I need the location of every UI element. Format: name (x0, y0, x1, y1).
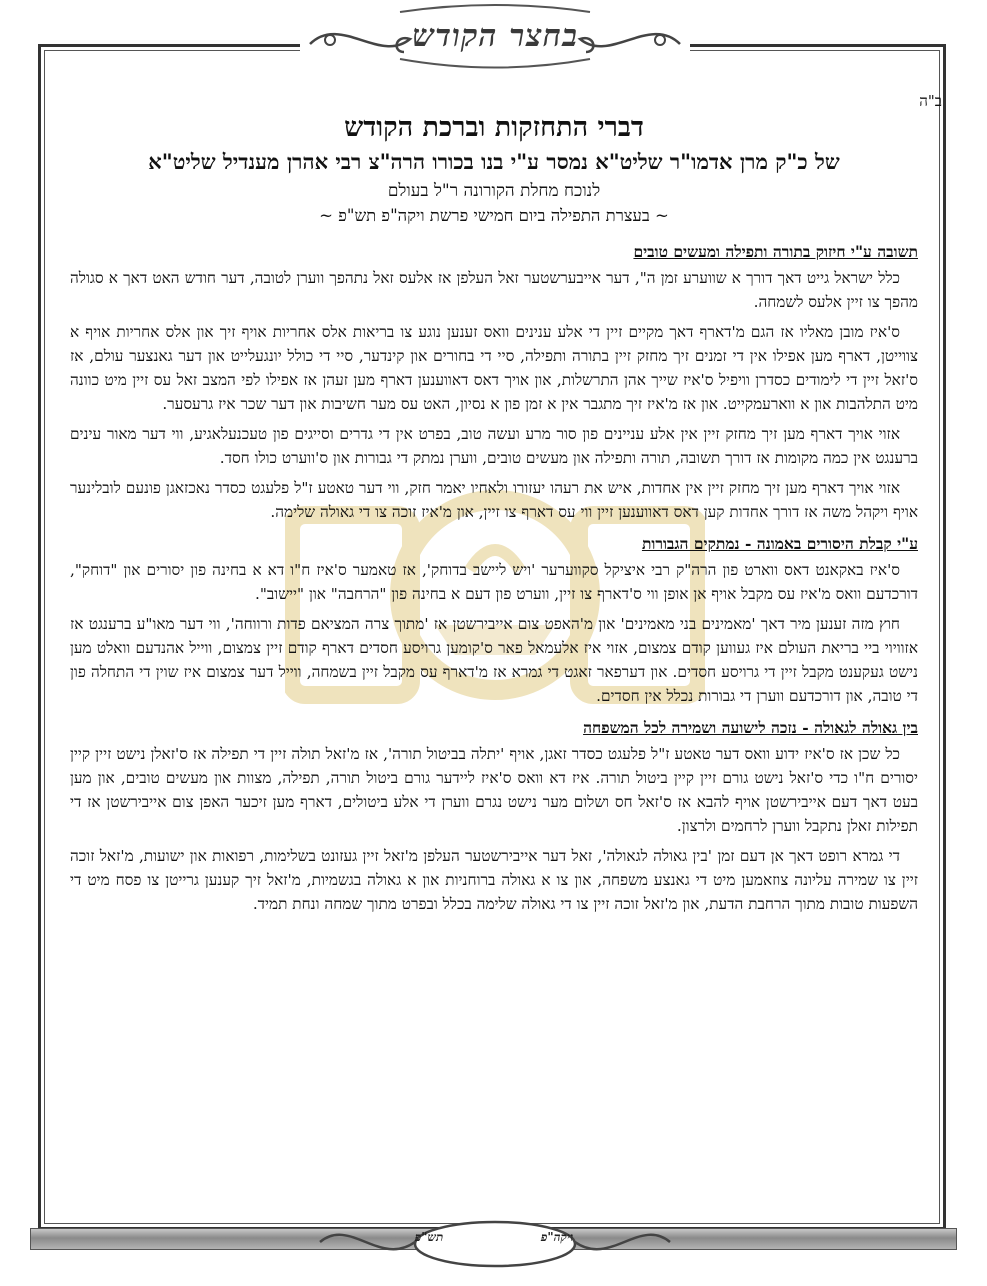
section-heading: בין גאולה לגאולה - נזכה לישועה ושמירה לכל המשפחה (583, 718, 918, 737)
footer-parsha: ויקה"פ (540, 1230, 574, 1244)
section-heading: תשובה ע"י חיזוק בתורה ותפילה ומעשים טובים (633, 242, 918, 261)
paragraph: אזוי אויך דארף מען זיך מחזק זיין אין אחדות, איש את רעהו יעזורו ולאחיו יאמר חזק, ווי דער טאטע ז"ל פלעגט כסדר נאכזאגן פונעם לובלינער אויף ויקהל משה אז דורך אחדות קען דאס דאווענען זיין ווי עס דארף צו זיין, און מ'איז זוכה צו די גאולה שלימה. (70, 479, 918, 521)
scroll-ornament-icon (300, 1212, 690, 1276)
subline: לנוכח מחלת הקורונה ר"ל בעולם (387, 181, 601, 201)
header-ornament (300, 4, 690, 74)
event-line: ~ בעצרת התפילה ביום חמישי פרשת ויקה"פ תש"פ ~ (319, 206, 669, 225)
paragraph: אזוי אויך דארף מען זיך מחזק זיין אין אלע עניינים פון סור מרע ועשה טוב, בפרט אין די גדרים וסייגים פון טעכנעלאגיע, ווי דער מאור עינים ברענגט אין כמה מקומות אז דורך תשובה, תורה ותפילה און מעשים טובים, ווערן נמתק די גבורות און ס'ווערט כולו חסד. (70, 425, 918, 467)
header-title: בחצר הקודש (412, 18, 578, 54)
footer-ornament (300, 1212, 690, 1276)
paragraph: ס'איז באקאנט דאס ווארט פון הרה"ק רבי איציקל סקווערער 'ויש ליישב בדוחק', אז טאמער ס'איז ח"ו דא א בחינה פון יסורים און "דוחק", דורכדעם וואס מ'איז עס מקבל אויף אן אופן ווי ס'דארף צו זיין, ווערט פון דעם א בחינה פון "הרחבה" און "יישוב". (70, 561, 918, 603)
paragraph: די גמרא רופט דאך אן דעם זמן 'בין גאולה לגאולה', זאל דער אייבירשטער העלפן מ'זאל זיין געזונט בשלימות, רפואות און ישועות, מ'זאל זוכה זיין צו שמירה עליונה צוזאמען מיט די גאנצע משפחה, און צו א גאולה ברוחניות און א גאולה בגשמיות, מ'זאל זיך קענען גרייטן צו פסח מיט די השפעות טובות מתוך הרחבת הדעת, און מ'זאל זוכה זיין צו די גאולה שלימה בכלל ובפרט מתוך שמחה ונחת תמיד. (70, 847, 918, 913)
footer-year: תש"פ (414, 1230, 444, 1244)
paragraph: כלל ישראל גייט דאך דורך א שווערע זמן ה", דער אייבערשטער זאל העלפן אז אלעס זאל נתהפך ווערן לטובה, דער חודש האט דאך א סגולה מהפך צו זיין אלעס לשמחה. (70, 269, 918, 311)
document-body (70, 88, 918, 922)
paragraph: כל שכן אז ס'איז ידוע וואס דער טאטע ז"ל פלעגט כסדר זאגן, אויף 'יתלה בביטול תורה', אז מ'זאל תולה זיין די תפילה אז ס'זאלן נישט זיין קיין יסורים ח"ו כדי ס'זאל נישט גורם זיין קיין ביטול תורה. איז דא וואס ס'איז ליידער גורם ביטול תורה, תפילה, מצוות און מעשים טובים, און מען בעט דאך דעם אייבירשטן אויף להבא אז ס'זאל חס ושלום מער נישט נגרם ווערן די אלע ביטולים, דארף מען זיכער האפן צום אייבירשטן אז די תפילות זאלן נתקבל ווערן לרחמים ולרצון. (70, 745, 918, 835)
paragraph: חוץ מזה זענען מיר דאך 'מאמינים בני מאמינים' און מ'האפט צום אייבירשטן אז 'מתוך צרה המציאם פדות ורווחה', ווי דער מאו"ע ברענגט אז אזוויוי ביי בריאת העולם איז געווען קודם צמצום, אזוי איז אלעמאל פאר ס'קומען גרויסע חסדים דארף קודם זיין צמצום, ווייל אהנדעם וואלט מען נישט געקענט מקבל זיין די גרויסע חסדים. און דערפאר זאגט די גמרא אז מ'דארף עס מקבל זיין בשמחה, ווייל דער צמצום איז שוין די התחלה פון די טובה, און דורכדעם ווערן די גבורות נכלל אין חסדים. (70, 615, 918, 705)
paragraph: ס'איז מובן מאליו אז הגם מ'דארף דאך מקיים זיין די אלע ענינים וואס זענען נוגע צו בריאות אלס אחריות אויף זיך און אלס אחריות אויף א צווייטן, דארף מען אפילו אין די זמנים זיך מחזק זיין בתורה ותפילה, סיי די בחורים און קינדער, סיי די כולל יונגעלייט און דער גאנצער עולם, אז ס'זאל זיין די לימודים כסדרן וויפיל ס'איז שייך אהן התרשלות, און אויך דאס דאווענען דארף מען זעהן אז אפילו לפי המצב זאל עס זיין מיט כוונה מיט התלהבות און א ווארעמקייט. און אז מ'איז זיך מתגבר אין א זמן פון א נסיון, האט עס מער חשיבות און דער שכר איז גרעסער. (70, 323, 918, 413)
section-heading: ע"י קבלת היסורים באמונה - נמתקים הגבורות (641, 534, 918, 553)
main-title: דברי התחזקות וברכת הקודש (344, 112, 644, 143)
sub-title: של כ"ק מרן אדמו"ר שליט"א נמסר ע"י בנו בכורו הרה"צ רבי אהרן מענדיל שליט"א (148, 149, 840, 174)
bh-marker: ב"ה (919, 92, 942, 110)
